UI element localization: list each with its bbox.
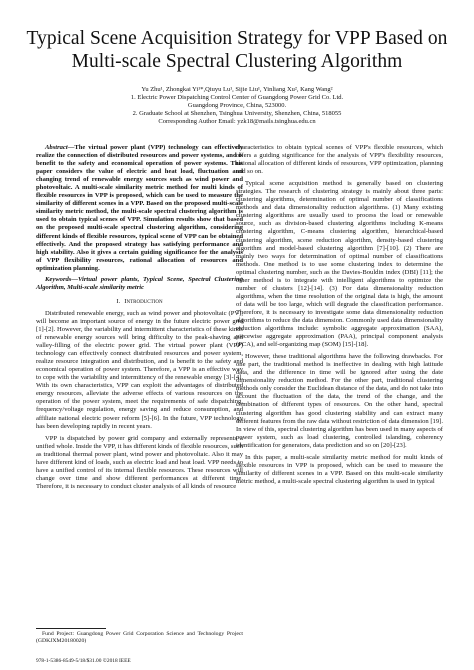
copyright-notice: 978-1-5386-8549-5/18/$31.00 ©2018 IEEE xyxy=(36,658,131,664)
affiliation-2: 2. Graduate School at Shenzhen, Tsinghua University, Shenzhen, China, 518055 xyxy=(132,109,342,117)
paragraph: Distributed renewable energy, such as wind power and photovoltaic (PV), will become an important source of energy in the future electric power grid [1]-[2]. However, the variability and intermittent characteristics of these kinds of renewable energy sources will bring difficulty to the peak-shaving and valley-filling of the electric power grid. The virtual power plant (VPP) technology can effectively connect distributed resources and power system, realize resource integration and distribution, and is benefit to the safety and economical operation of power system. Therefore, a VPP is an effective way to cope with the variability and intermittency of the renewable energy [3]-[4]. With its own characteristics, VPP can exploit the advantages of distributed energy resources, alleviate the adverse effects of various resources on the operation of the power system, meet the requirements of safe dispatching, frequency/voltage regulation, energy saving and reduce consumption, and affiliate national electric power reform [5]-[6]. In the future, VPP technology has been developing rapidly in recent years. xyxy=(36,309,243,430)
footnote: Fund Project: Guangdong Power Grid Corporation Science and Technology Project (GDKJXM20180020) xyxy=(36,631,243,644)
author-block xyxy=(0,86,474,126)
section-number: I. xyxy=(116,297,121,305)
affiliation-1: 1. Electric Power Dispatching Control Center of Guangdong Power Grid Co. Ltd. xyxy=(130,93,344,101)
right-column xyxy=(236,144,443,490)
abstract xyxy=(36,144,243,273)
abstract-text: —The virtual power plant (VPP) technology can effectively realize the connection of distributed resources and power systems, and is benefit to the safety and economical operation of power systems. This paper considers the value of electric and heat load, fluctuation and changing trend of renewable energy sources such as wind power and photovoltaic. A multi-scale similarity metric method for multi kinds of flexible resources in VPP is proposed, which can be used to measure the similarity of different scenes in a VPP. Based on the proposed multi-scale similarity metric method, the multi-scale spectral clustering algorithm is used to obtain typical scenes of VPP. Simulation results show that based on the proposed multi-scale spectral clustering algorithm, considering different kinds of flexible resources, typical scene of VPP can be obtained effectively. And the proposed strategy has satisfying performance and high stability. Also it gives a certain guiding significance for the analysis of VPP flexibility resources, rational allocation of resources and optimization planning. xyxy=(36,144,243,272)
paragraph: characteristics to obtain typical scenes of VPP's flexible resources, which offers a guiding significance for the analysis of VPP's flexibility resources, rational allocation of different kinds of resources, VPP optimization, planning and so on. xyxy=(236,144,443,176)
abstract-label: Abstract xyxy=(45,144,68,151)
corresponding-author: Corresponding Author Email: yzk18@mails.tsinghua.edu.cn xyxy=(158,117,316,125)
left-column xyxy=(36,144,243,495)
paragraph: In this paper, a multi-scale similarity metric method for multi kinds of flexible resources in VPP is proposed, which can be used to measure the similarity of different scenes in a VPP. Based on this multi-scale similarity metric method, a multi-scale spectral clustering algorithm is used in typical xyxy=(236,453,443,485)
author-names: Yu Zhu¹, Zhongkai Yi¹*,Qiuyu Lu¹, Sijie Liu¹, Yinliang Xu², Kang Wang² xyxy=(141,86,333,93)
keywords: Keywords—Virtual power plants, Typical Scene, Spectral Clustering Algorithm, Multi-scale similarity metric xyxy=(36,275,243,291)
paper-title: Typical Scene Acquisition Strategy for VPP Based on Multi-scale Spectral Clustering Algorithm xyxy=(26,28,448,72)
paragraph: However, these traditional algorithms have the following drawbacks. For one part, the traditional method is ineffective in dealing with high latitude data, and the difference in time will be ignored after using the date dimensionality reduction method. For the other part, traditional clustering methods only consider the Euclidean distance of the data, and do not take into account the fluctuation of the data, the trend of the change, and the combination of different types of resources. On the other hand, spectral clustering algorithm has good clustering stability and can extract many different features from the raw data without restriction of data dimension [19]. In view of this, spectral clustering algorithm has been used in many aspects of power system, such as load clustering, controlled islanding, coherency identification for generators, data prediction and so on [20]-[23]. xyxy=(236,353,443,449)
paragraph: VPP is dispatched by power grid company and externally represents a unified whole. Inside the VPP, it has different kinds of flexible resources, such as traditional thermal power plant, wind power and photovoltaic. Also it may have different kind of loads, such as electric load and heat load. VPP needs to have a unified control of its internal flexible resources. These resources will change over time and show different performances at different time. Therefore, it is necessary to conduct cluster analysis of all kinds of resource xyxy=(36,434,243,490)
paragraph: Typical scene acquisition method is generally based on clustering strategies. The research of clustering strategy is mainly about three parts: clustering algorithms, determination of optimal number of classifications methods and data dimensionality reduction algorithms. (1) Many existing clustering algorithms are usually used to process the load or renewable source, such as division-based clustering algorithms including K-means clustering algorithm, C-means clustering algorithm, hierarchical-based clustering algorithm, scene reduction algorithm, density-based clustering algorithm and model-based clustering algorithm [7]-[10]. (2) There are mainly two ways for determination of optimal number of classifications methods. One method is to use some clustering index to determine the optimal clustering number, such as the Davies-Bouldin index (DBI) [11]; the other method is to integrate with intelligent algorithms to optimize the number of clusters [12]-[14]. (3) For data dimensionality reduction algorithms, when the time resolution of the original data is high, the amount of data will be too large, which will degrade the classification performance. Therefore, it is necessary to investigate some data dimensionality reduction algorithms to reduce the data dimension. Commonly used data dimensionality reduction algorithms include: symbolic aggregate approximation (SAA), piecewise aggregate approximation (PAA), principal component analysis (PCA), and self-organizing map (SOM) [15]-[18]. xyxy=(236,180,443,349)
footnote-divider xyxy=(36,628,106,629)
affiliation-1-city: Guangdong Province, China, 523000. xyxy=(187,101,287,109)
section-heading xyxy=(36,298,243,306)
section-title: Introduction xyxy=(124,297,163,305)
